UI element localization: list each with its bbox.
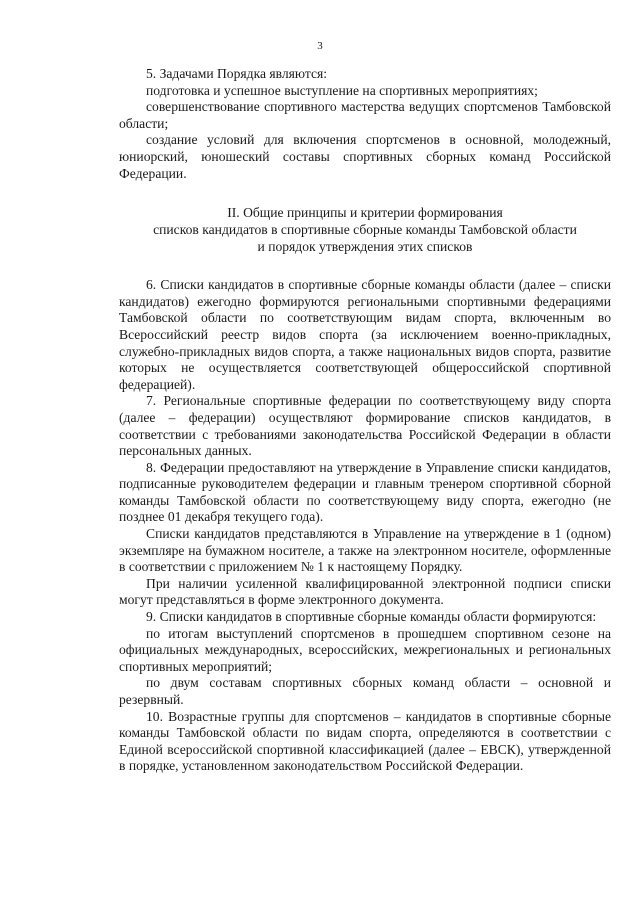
section-5-intro: 5. Задачами Порядка являются: xyxy=(146,66,328,81)
section-heading-line-2: списков кандидатов в спортивные сборные команды Тамбовской области xyxy=(153,222,577,238)
paragraph-10: 10. Возрастные группы для спортсменов – кандидатов в спортивные сборные команды Тамбовской области по видам спорта, определяются в соответствии с Единой всероссийской спортивной классификацией (далее – ЕВСК), утвержденной в порядке, установленном законодательством Российской Федерации. xyxy=(119,708,611,774)
paragraph-6: 6. Списки кандидатов в спортивные сборные команды области (далее – списки кандидатов) ежегодно формируются региональными спортивными федерациями Тамбовской области по соответствующим видам спорта, включенным во Всероссийский реестр видов спорта (за исключением военно-прикладных, служебно-прикладных видов спорта, а также национальных видов спорта, развитие которых не осуществляется соответствующей общероссийской спортивной федерацией). xyxy=(119,277,611,392)
section-heading xyxy=(119,204,611,255)
paragraph-8: 8. Федерации предоставляют на утверждение в Управление списки кандидатов, подписанные руководителем федерации и главным тренером спортивной сборной команды Тамбовской области по соответствующему виду спорта, ежегодно (не позднее 01 декабря текущего года). xyxy=(119,459,611,525)
page-number: 3 xyxy=(317,40,323,52)
paragraph-8-electronic: При наличии усиленной квалифицированной электронной подписи списки могут представляться в форме электронного документа. xyxy=(119,575,611,608)
task-item-2: совершенствование спортивного мастерства ведущих спортсменов Тамбовской области; xyxy=(119,99,611,131)
paragraph-9-results: по итогам выступлений спортсменов в прошедшем спортивном сезоне на официальных международных, всероссийских, межрегиональных и региональных спортивных мероприятий; xyxy=(119,625,611,674)
paragraph-9: 9. Списки кандидатов в спортивные сборные команды области формируются: xyxy=(146,609,597,625)
section-heading-line-3: и порядок утверждения этих списков xyxy=(257,239,473,255)
task-item-3: создание условий для включения спортсменов в основной, молодежный, юниорский, юношеский составы спортивных сборных команд Российской Федерации. xyxy=(119,132,611,181)
task-item-1: подготовка и успешное выступление на спортивных мероприятиях; xyxy=(146,82,538,98)
paragraph-9-compositions: по двум составам спортивных сборных команд области – основной и резервный. xyxy=(119,675,611,707)
document-body xyxy=(119,66,611,775)
paragraph-7: 7. Региональные спортивные федерации по соответствующему виду спорта (далее – федерации) осуществляют формирование списков кандидатов, в соответствии с требованиями законодательства Российской Федерации в области персональных данных. xyxy=(119,393,611,459)
section-heading-line-1: II. Общие принципы и критерии формирования xyxy=(227,205,503,221)
paragraph-8-submission: Списки кандидатов представляются в Управление на утверждение в 1 (одном) экземпляре на бумажном носителе, а также на электронном носителе, оформленные в соответствии с приложением № 1 к настоящему Порядку. xyxy=(119,526,611,575)
